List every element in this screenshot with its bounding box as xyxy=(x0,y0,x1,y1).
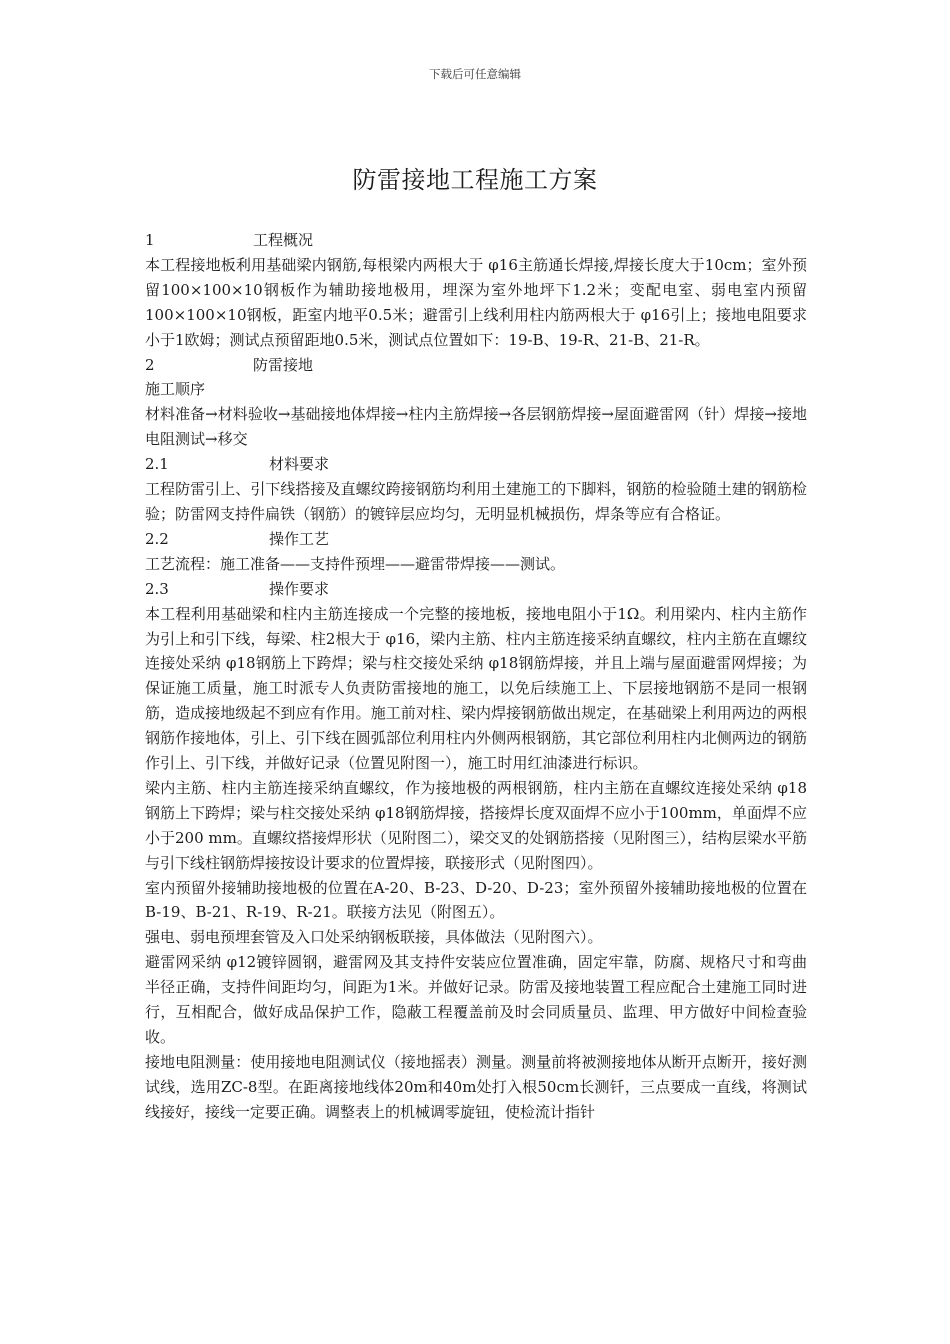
section-number: 2.1 xyxy=(145,455,169,474)
section-title: 操作工艺 xyxy=(269,529,330,548)
paragraph: 强电、弱电预埋套管及入口处采纳钢板联接，具体做法（见附图六）。 xyxy=(145,928,603,947)
paragraph: 工艺流程：施工准备——支持件预埋——避雷带焊接——测试。 xyxy=(145,554,566,573)
paragraph: 接地电阻测量：使用接地电阻测试仪（接地摇表）测量。测量前将被测接地体从断开点断开，接好测试线，选用ZC-8型。在距离接地线体20m和40m处打入根50cm长测钎，三点要成一直线，将测试线接好，接线一定要正确。调整表上的机械调零旋钮，使检流计指针 xyxy=(145,1052,807,1121)
section-title: 材料要求 xyxy=(269,455,330,474)
section-number: 1 xyxy=(145,231,155,249)
section-title: 防雷接地 xyxy=(253,355,314,374)
section-number: 2 xyxy=(145,355,155,374)
section-title: 操作要求 xyxy=(269,579,330,598)
page-header: 下载后可任意编辑 xyxy=(429,67,521,81)
paragraph: 工程防雷引上、引下线搭接及直螺纹跨接钢筋均利用土建施工的下脚料，钢筋的检验随土建的钢筋检验；防雷网支持件扁铁（钢筋）的镀锌层应均匀，无明显机械损伤，焊条等应有合格证。 xyxy=(145,480,807,523)
section-number: 2.3 xyxy=(145,579,169,598)
section-heading-2 xyxy=(145,353,807,378)
section-heading-2-2 xyxy=(145,527,807,552)
section-heading-1 xyxy=(145,228,807,253)
section-number: 2.2 xyxy=(145,529,169,548)
section-title: 工程概况 xyxy=(253,231,314,249)
section-heading-2-3 xyxy=(145,577,807,602)
paragraph: 避雷网采纳 φ12镀锌圆钢，避雷网及其支持件安装应位置准确，固定牢靠，防腐、规格尺寸和弯曲半径正确，支持件间距均匀，间距为1米。并做好记录。防雷及接地装置工程应配合土建施工同时进行，互相配合，做好成品保护工作，隐蔽工程覆盖前及时会同质量员、监理、甲方做好中间检查验收。 xyxy=(145,953,807,1046)
paragraph: 本工程利用基础梁和柱内主筋连接成一个完整的接地板，接地电阻小于1Ω。利用梁内、柱内主筋作为引上和引下线，每梁、柱2根大于 φ16，梁内主筋、柱内主筋连接采纳直螺纹，柱内主筋在直螺纹连接处采纳 φ18钢筋上下跨焊；梁与柱交接处采纳 φ18钢筋焊接，并且上端与屋面避雷网焊接；为保证施工质量，施工时派专人负责防雷接地的施工，以免后续施工上、下层接地钢筋不是同一根钢筋，造成接地级起不到应有作用。施工前对柱、梁内焊接钢筋做出规定，在基础梁上利用两边的两根钢筋作接地体，引上、引下线在圆弧部位利用柱内外侧两根钢筋，其它部位利用柱内北侧两边的钢筋作引上、引下线，并做好记录（位置见附图一），施工时用红油漆进行标识。 xyxy=(145,604,807,773)
section-heading-2-1 xyxy=(145,452,807,477)
paragraph: 梁内主筋、柱内主筋连接采纳直螺纹，作为接地极的两根钢筋，柱内主筋在直螺纹连接处采纳 φ18钢筋上下跨焊；梁与柱交接处采纳 φ18钢筋焊接，搭接焊长度双面焊不应小于100mm，单面焊不应小于200 mm。直螺纹搭接焊形状（见附图二），梁交叉的处钢筋搭接（见附图三），结构层梁水平筋与引下线柱钢筋焊接按设计要求的位置焊接，联接形式（见附图四）。 xyxy=(145,778,807,872)
paragraph: 本工程接地板利用基础梁内钢筋,每根梁内两根大于 φ16主筋通长焊接,焊接长度大于10cm；室外预留100×100×10钢板作为辅助接地极用，埋深为室外地坪下1.2米；变配电室、弱电室内预留100×100×10钢板，距室内地平0.5米；避雷引上线利用柱内筋两根大于 φ16引上；接地电阻要求小于1欧姆；测试点预留距地0.5米，测试点位置如下：19-B、19-R、21-B、21-R。 xyxy=(145,255,807,349)
paragraph: 材料准备→材料验收→基础接地体焊接→柱内主筋焊接→各层钢筋焊接→屋面避雷网（针）焊接→接地电阻测试→移交 xyxy=(145,405,807,449)
paragraph: 施工顺序 xyxy=(145,380,206,399)
paragraph: 室内预留外接辅助接地极的位置在A-20、B-23、D-20、D-23；室外预留外接辅助接地极的位置在B-19、B-21、R-19、R-21。联接方法见（附图五）。 xyxy=(145,878,807,922)
document-body xyxy=(145,228,807,1125)
document-title: 防雷接地工程施工方案 xyxy=(352,166,598,194)
